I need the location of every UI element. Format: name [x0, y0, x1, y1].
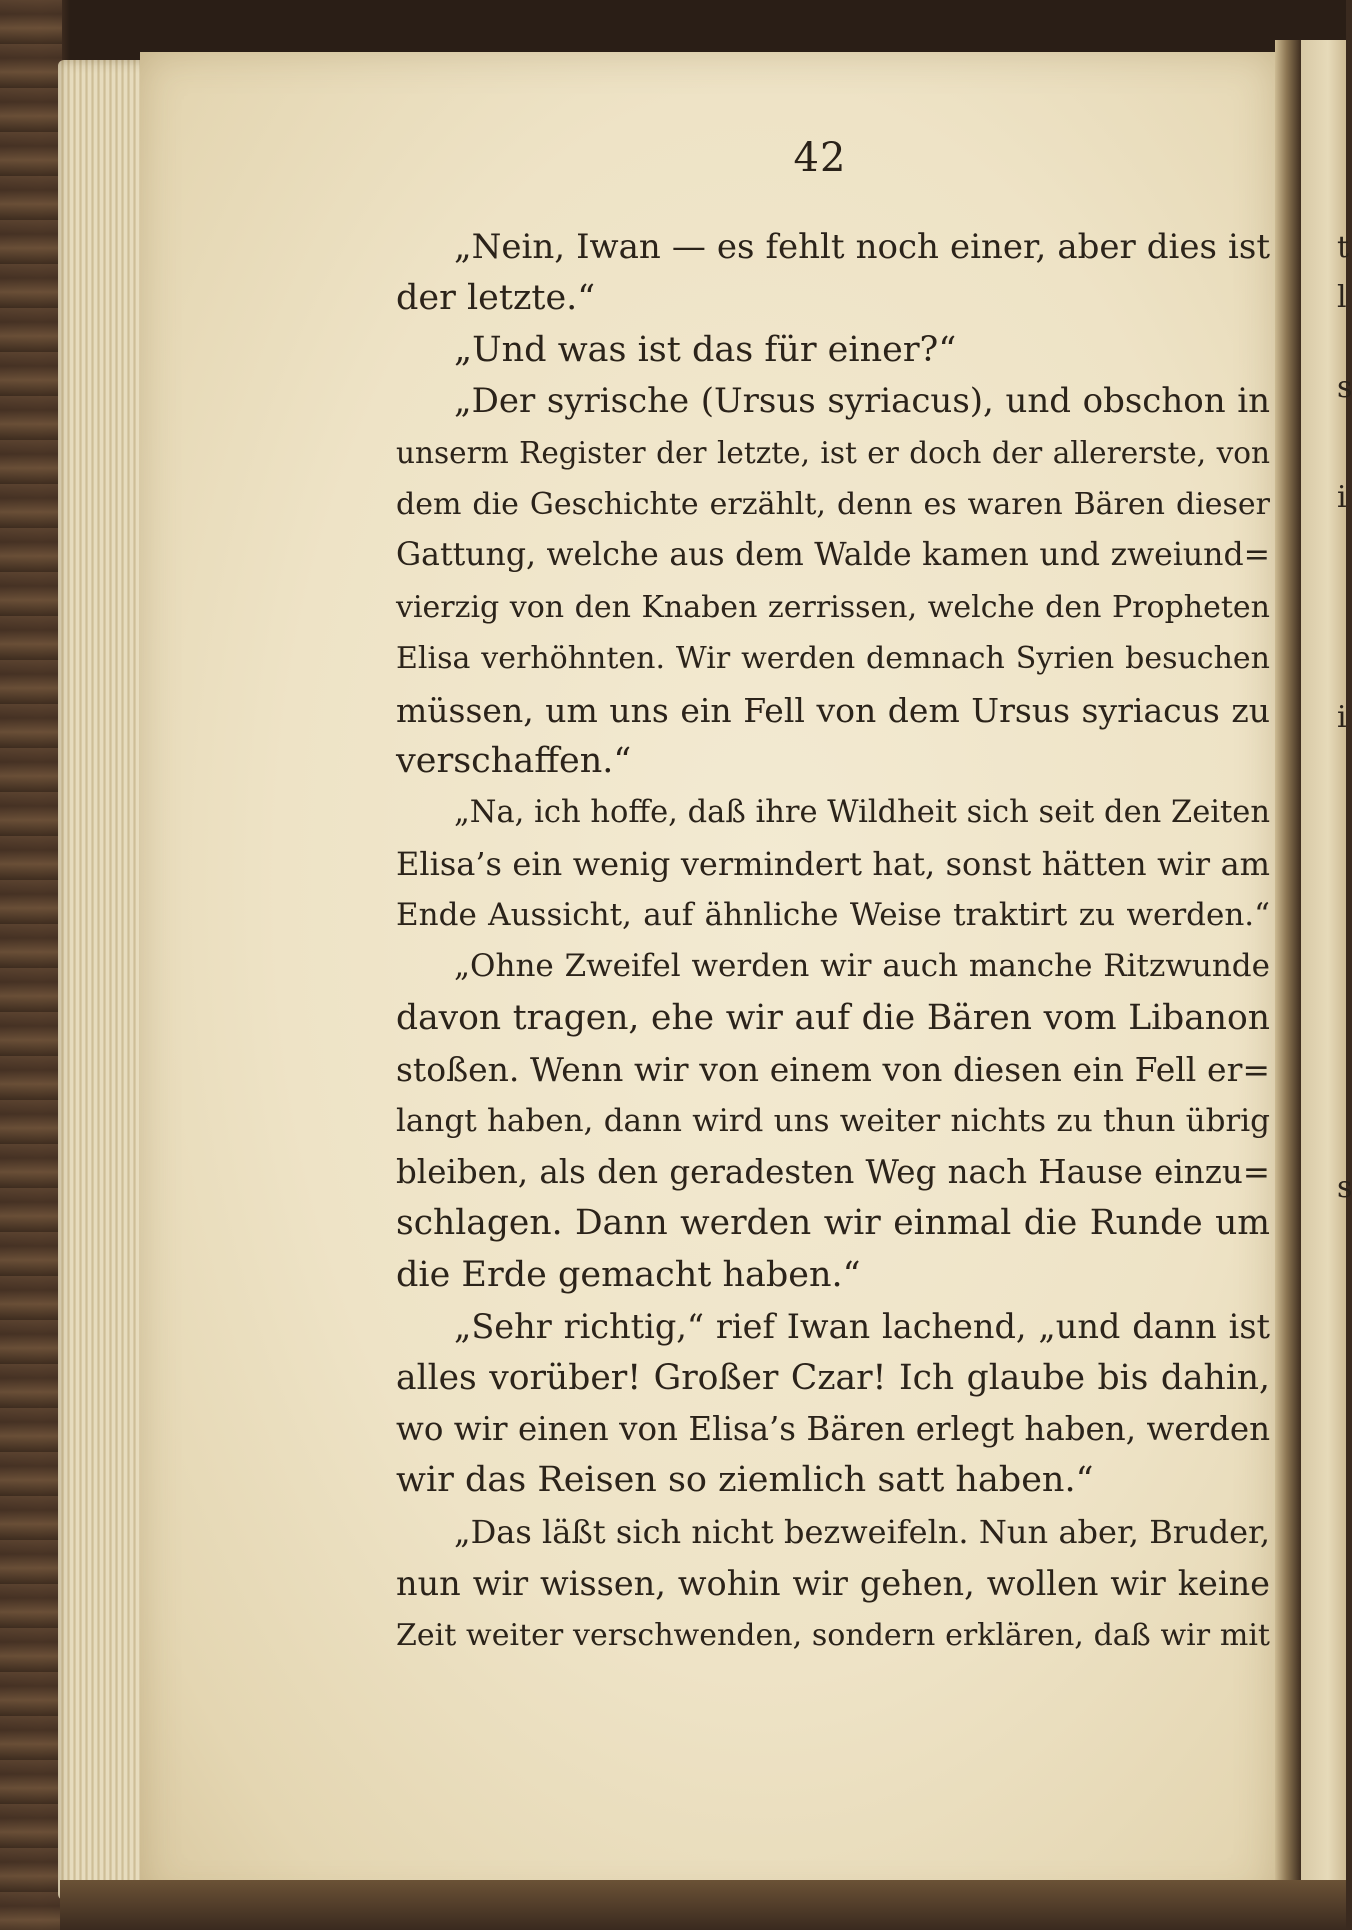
text-line: die Erde gemacht haben.“	[396, 1254, 861, 1295]
text-line: müssen, um uns ein Fell von dem Ursus syriacus zu	[396, 690, 1270, 730]
text-line: „Ohne Zweifel werden wir auch manche Ritzwunde	[454, 948, 1270, 985]
text-line: der letzte.“	[396, 278, 596, 319]
text-line: unserm Register der letzte, ist er doch der allererste, von	[396, 435, 1270, 470]
next-page-sliver	[1301, 40, 1352, 1910]
text-line: Ende Aussicht, auf ähnliche Weise traktirt zu werden.“	[396, 897, 1270, 934]
text-line: wir das Reisen so ziemlich satt haben.“	[396, 1460, 1094, 1501]
text-line: nun wir wissen, wohin wir gehen, wollen wir keine	[396, 1564, 1270, 1604]
next-page-glyph: s	[1337, 370, 1352, 405]
text-line: „Na, ich hoffe, daß ihre Wildheit sich seit den Zeiten	[454, 795, 1270, 831]
text-line: Elisa verhöhnten. Wir werden demnach Syrien besuchen	[396, 641, 1270, 677]
book-gutter	[1275, 40, 1301, 1910]
text-line: Zeit weiter verschwenden, sondern erklären, daß wir mit	[396, 1617, 1270, 1653]
text-line: Gattung, welche aus dem Walde kamen und zweiund=	[396, 537, 1270, 574]
text-line: Elisa’s ein wenig vermindert hat, sonst hätten wir am	[396, 844, 1270, 883]
text-line: wo wir einen von Elisa’s Bären erlegt haben, werden	[396, 1409, 1270, 1448]
text-line: langt haben, dann wird uns weiter nichts zu thun übrig	[396, 1102, 1270, 1139]
text-line: „Nein, Iwan — es fehlt noch einer, aber dies ist	[454, 227, 1270, 267]
body-text	[396, 222, 1270, 1661]
text-line: bleiben, als den geradesten Weg nach Hause einzu=	[396, 1153, 1270, 1192]
book-cover-edge	[0, 0, 62, 1930]
page-number: 42	[793, 135, 847, 181]
text-line: vierzig von den Knaben zerrissen, welche den Propheten	[396, 589, 1270, 625]
text-line: stoßen. Wenn wir von einem von diesen ein Fell er=	[396, 1050, 1270, 1090]
text-line: verschaffen.“	[396, 740, 632, 781]
text-line: „Der syrische (Ursus syriacus), und obschon in	[454, 381, 1270, 422]
text-line: alles vorüber! Großer Czar! Ich glaube bis dahin,	[396, 1357, 1270, 1398]
text-line: „Und was ist das für einer?“	[454, 329, 957, 370]
next-page-glyph: s	[1337, 1170, 1352, 1205]
text-line: „Das läßt sich nicht bezweifeln. Nun aber, Bruder,	[454, 1512, 1270, 1551]
text-line: dem die Geschichte erzählt, denn es waren Bären dieser	[396, 486, 1270, 522]
next-page-glyph: l	[1337, 280, 1347, 315]
next-page-glyph: t	[1337, 230, 1350, 265]
text-line: schlagen. Dann werden wir einmal die Runde um	[396, 1203, 1270, 1244]
bottom-shadow	[60, 1880, 1346, 1930]
next-page-glyph: i	[1337, 700, 1347, 735]
text-line: davon tragen, ehe wir auf die Bären vom Libanon	[396, 997, 1270, 1038]
text-line: „Sehr richtig,“ rief Iwan lachend, „und dann ist	[454, 1307, 1270, 1347]
next-page-glyph: i	[1337, 480, 1347, 515]
